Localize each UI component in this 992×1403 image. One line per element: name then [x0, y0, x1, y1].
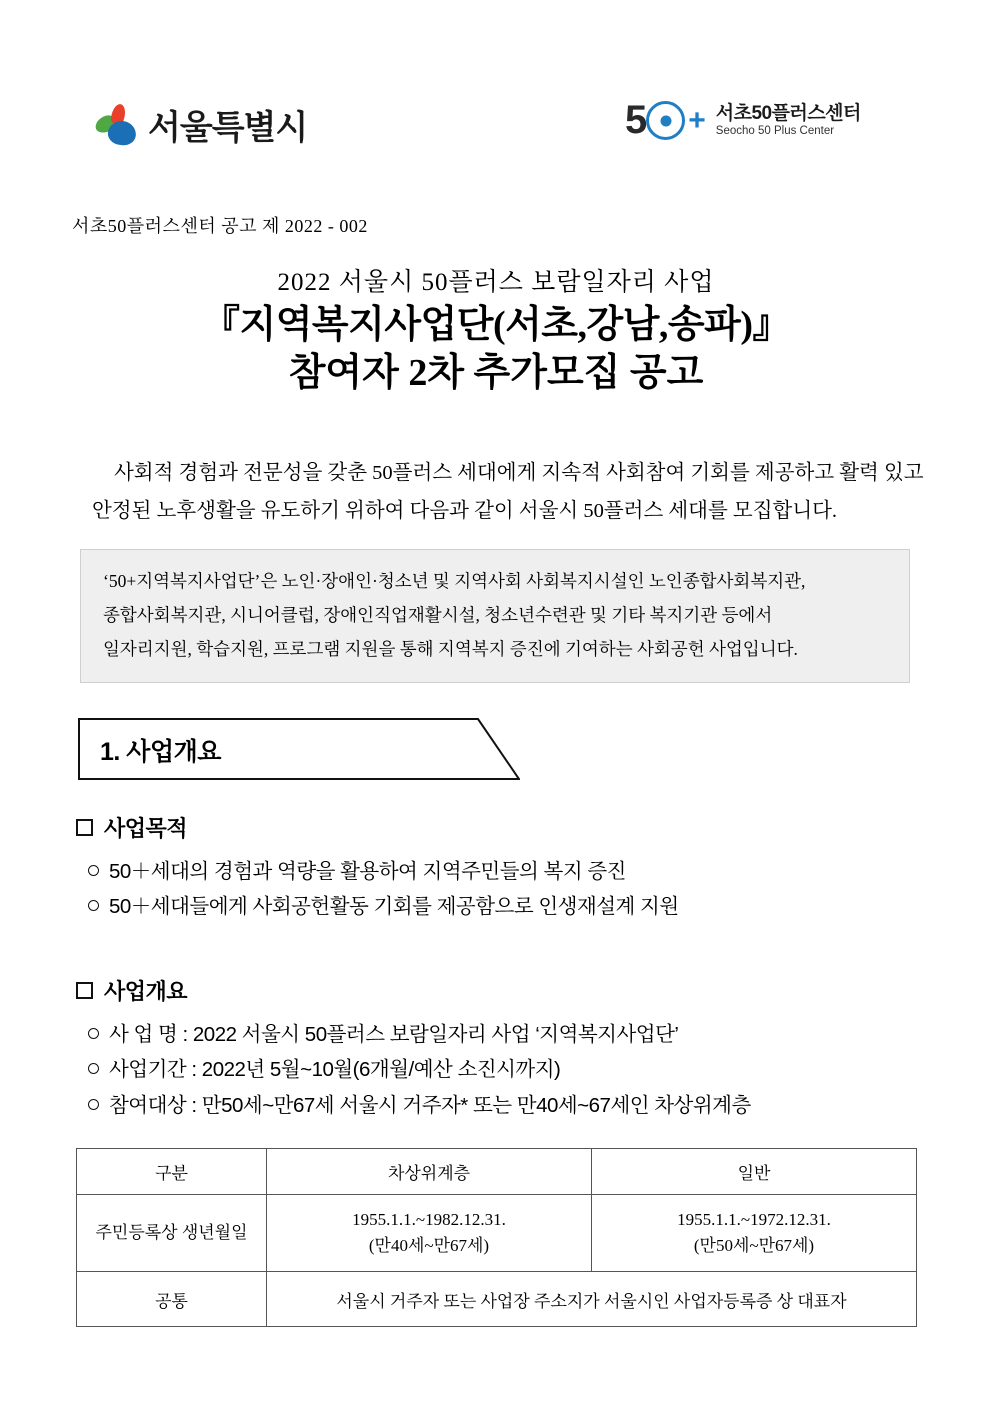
intro-line-2: 안정된 노후생활을 유도하기 위하여 다음과 같이 서울시 50플러스 세대를 모집합니다.: [92, 499, 838, 522]
list-item: [76, 889, 956, 924]
seoul-city-logo: [95, 100, 307, 149]
birth-age-line2: (만50세~만67세): [693, 1236, 815, 1255]
plus-sign-text: +: [688, 103, 704, 137]
overview-block: [76, 975, 956, 1123]
circle-bullet-icon: [88, 900, 99, 911]
list-item: [76, 1052, 956, 1087]
table-header-cell: 차상위계층: [267, 1149, 592, 1195]
seoul-logo-text: 서울특별시: [148, 109, 308, 147]
definition-line-3: 일자리지원, 학습지원, 프로그램 지원을 통해 지역복지 증진에 기여하는 사회공헌 사업입니다.: [103, 639, 798, 660]
ring-icon: [646, 101, 685, 140]
overview-heading: [76, 975, 956, 1006]
seocho-logo-names: [716, 103, 861, 138]
purpose-heading-text: 사업목적: [104, 816, 188, 841]
table-cell-lower-income: [267, 1195, 592, 1272]
notice-number: 서초50플러스센터 공고 제 2022 - 002: [72, 216, 368, 236]
purpose-item-text: 50＋세대의 경험과 역량을 활용하여 지역주민들의 복지 증진: [109, 860, 626, 883]
circle-bullet-icon: [88, 865, 99, 876]
purpose-heading: [76, 812, 956, 843]
seocho-50plus-logo: [625, 98, 861, 143]
table-row-label-common: 공통: [77, 1272, 267, 1327]
section-1-tag: [78, 718, 520, 780]
definition-line-2: 종합사회복지관, 시니어클럽, 장애인직업재활시설, 청소년수련관 및 기타 복지기관 등에서: [103, 605, 773, 626]
document-subtitle: 2022 서울시 50플러스 보람일자리 사업: [277, 269, 715, 296]
circle-bullet-icon: [88, 1099, 99, 1110]
table-header-cell: 일반: [592, 1149, 917, 1195]
seoul-emblem-icon: [95, 104, 139, 146]
title-block: [0, 262, 992, 397]
section-1-label: 1. 사업개요: [100, 738, 221, 766]
square-bullet-icon: [76, 982, 93, 999]
circle-bullet-icon: [88, 1028, 99, 1039]
table-header-cell: 구분: [77, 1149, 267, 1195]
seocho-logo-kr: 서초50플러스센터: [715, 102, 861, 124]
square-bullet-icon: [76, 819, 93, 836]
circle-bullet-icon: [88, 1063, 99, 1074]
intro-paragraph: [92, 455, 924, 531]
overview-heading-text: 사업개요: [104, 979, 188, 1004]
table-row-label: 주민등록상 생년월일: [77, 1195, 267, 1272]
document-title-line2: 참여자 2차 추가모집 공고: [288, 351, 704, 394]
eligibility-table-wrap: [76, 1148, 916, 1327]
fifty-digit-text: 5: [625, 98, 646, 142]
intro-line-1: 사회적 경험과 전문성을 갖춘 50플러스 세대에게 지속적 사회참여 기회를 제공하고 활력 있고: [114, 462, 924, 484]
logo-row: [0, 0, 992, 147]
fifty-plus-icon: [625, 98, 704, 143]
definition-line-1: ‘50+지역복지사업단’은 노인·장애인·청소년 및 지역사회 사회복지시설인 노인종합사회복지관,: [103, 571, 806, 591]
list-item: [76, 1088, 956, 1123]
table-row: [77, 1195, 917, 1272]
purpose-item-text: 50＋세대들에게 사회공헌활동 기회를 제공함으로 인생재설계 지원: [109, 895, 679, 919]
definition-box: [80, 549, 910, 683]
table-header-row: [77, 1149, 917, 1195]
table-cell-common-value: 서울시 거주자 또는 사업장 주소지가 서울시인 사업자등록증 상 대표자: [267, 1272, 917, 1327]
table-row: [77, 1272, 917, 1327]
eligibility-table: [76, 1148, 917, 1327]
seocho-logo-en: Seocho 50 Plus Center: [715, 124, 835, 137]
purpose-block: [76, 812, 956, 925]
list-item: [76, 1017, 956, 1052]
overview-item-text: 참여대상 : 만50세~만67세 서울시 거주자* 또는 만40세~67세인 차상위계층: [109, 1093, 751, 1117]
birth-range-line1: 1955.1.1.~1982.12.31.: [352, 1209, 506, 1229]
birth-range-line1: 1955.1.1.~1972.12.31.: [677, 1209, 831, 1229]
overview-item-text: 사업기간 : 2022년 5월~10월(6개월/예산 소진시까지): [109, 1058, 561, 1082]
document-title-line1: 『지역복지사업단(서초,강남,송파)』: [201, 304, 790, 346]
overview-list: [76, 1017, 956, 1123]
purpose-list: [76, 854, 956, 925]
table-cell-general: [592, 1195, 917, 1272]
overview-item-text: 사 업 명 : 2022 서울시 50플러스 보람일자리 사업 ‘지역복지사업단’: [109, 1023, 679, 1046]
list-item: [76, 854, 956, 889]
birth-age-line2: (만40세~만67세): [368, 1236, 490, 1255]
